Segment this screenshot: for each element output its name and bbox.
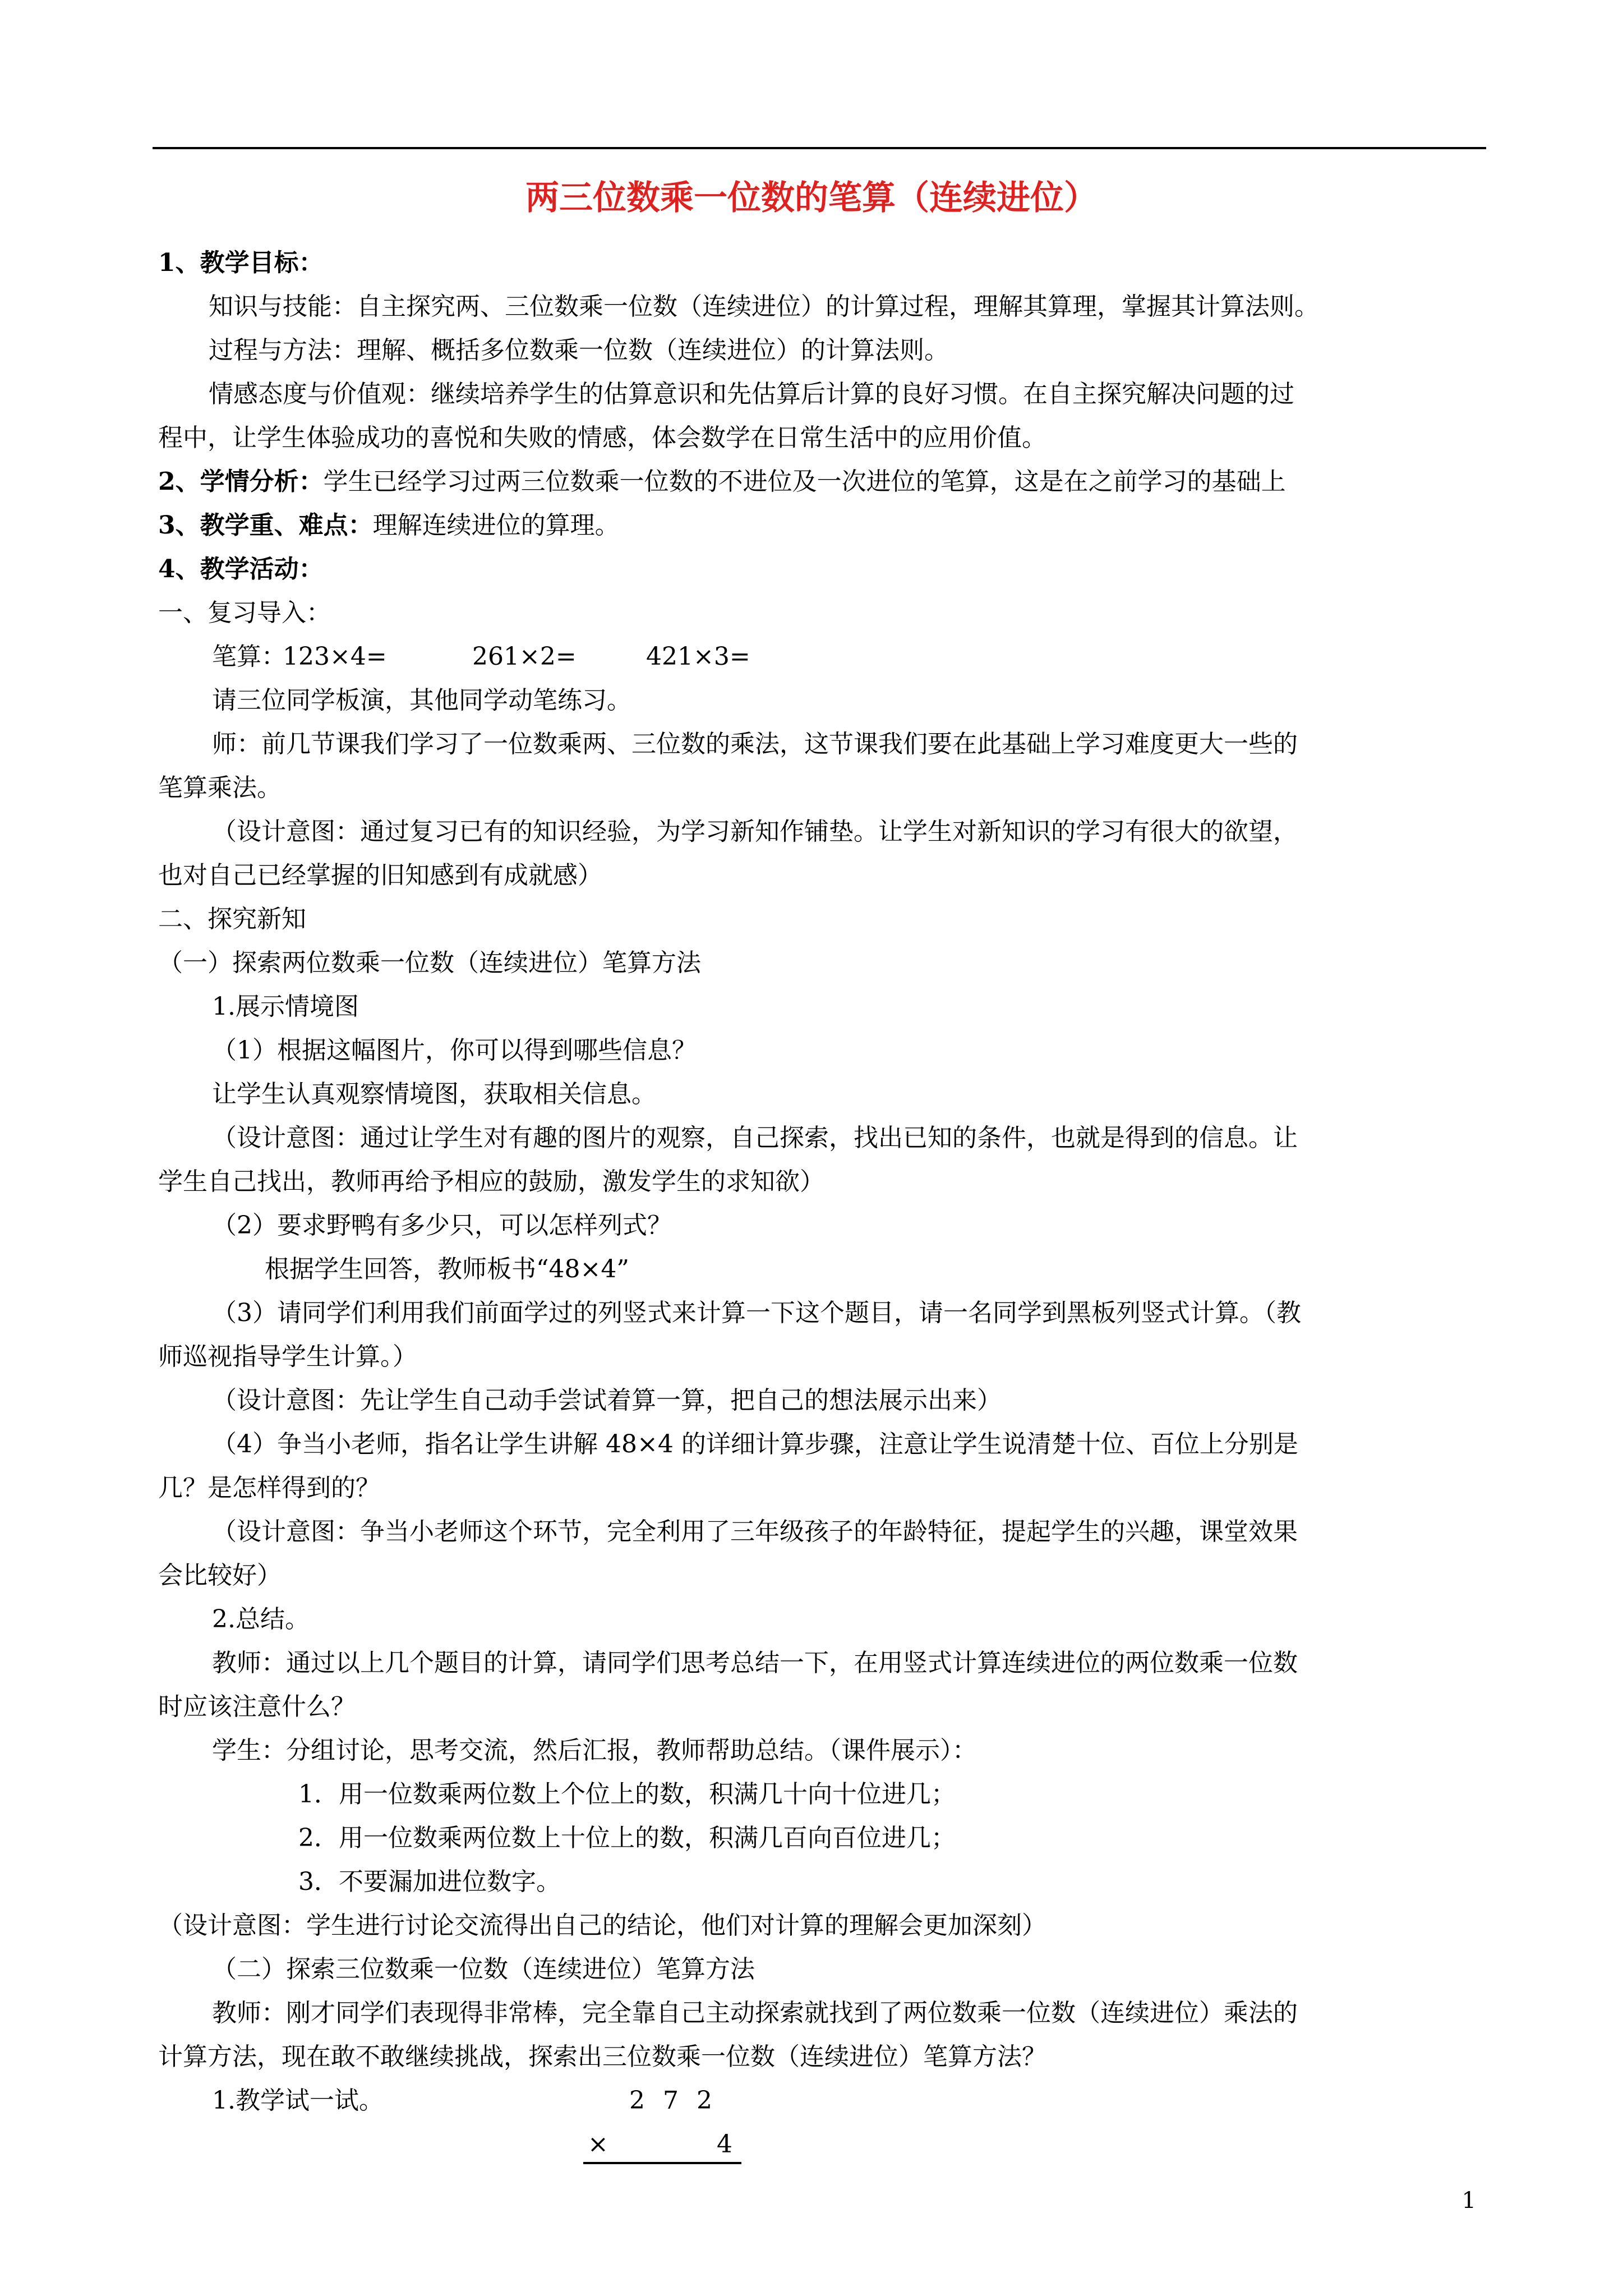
paragraph: 让学生认真观察情境图，获取相关信息。 — [212, 1080, 656, 1108]
paragraph: 师：前几节课我们学习了一位数乘两、三位数的乘法，这节课我们要在此基础上学习难度更大一些的 — [212, 730, 1298, 758]
paragraph — [158, 504, 1482, 547]
page-number: 1 — [1461, 2188, 1476, 2214]
paragraph: 2.总结。 — [212, 1605, 310, 1634]
paragraph: 学生自己找出，教师再给予相应的鼓励，激发学生的求知欲） — [158, 1167, 824, 1196]
section-text: 学生已经学习过两三位数乘一位数的不进位及一次进位的笔算，这是在之前学习的基础上 — [323, 467, 1286, 496]
paragraph: （设计意图：争当小老师这个环节，完全利用了三年级孩子的年龄特征，提起学生的兴趣，课堂效果 — [212, 1517, 1298, 1546]
paragraph: 计算方法，现在敢不敢继续挑战，探索出三位数乘一位数（连续进位）笔算方法？ — [158, 2042, 1046, 2071]
paragraph: （3）请同学们利用我们前面学过的列竖式来计算一下这个题目，请一名同学到黑板列竖式计算。（教 — [212, 1299, 1301, 1327]
paragraph: 学生：分组讨论，思考交流，然后汇报，教师帮助总结。（课件展示）： — [212, 1736, 977, 1765]
paragraph: 也对自己已经掌握的旧知感到有成就感） — [158, 861, 602, 890]
paragraph: （2）要求野鸭有多少只，可以怎样列式？ — [212, 1211, 672, 1240]
paragraph: 情感态度与价值观：继续培养学生的估算意识和先估算后计算的良好习惯。在自主探究解决问题的过 — [209, 380, 1294, 408]
paragraph: 教师：刚才同学们表现得非常棒，完全靠自己主动探索就找到了两位数乘一位数（连续进位）乘法的 — [212, 1999, 1298, 2027]
list-item: 2．用一位数乘两位数上十位上的数，积满几百向百位进几； — [298, 1824, 956, 1852]
calc-label: 笔算： — [212, 642, 286, 671]
digit: 4 — [717, 2130, 732, 2159]
vertical-calc-top-row — [158, 2079, 1482, 2123]
paragraph: （设计意图：学生进行讨论交流得出自己的结论，他们对计算的理解会更加深刻） — [158, 1911, 1046, 1940]
paragraph: （设计意图：通过复习已有的知识经验，为学习新知作铺垫。让学生对新知识的学习有很大的欲望， — [212, 817, 1298, 846]
multiply-sign: × — [588, 2130, 608, 2159]
digit: 7 — [663, 2086, 679, 2115]
calc-item: 123×4= — [283, 642, 387, 671]
paragraph: 根据学生回答，教师板书“48×4” — [265, 1255, 629, 1283]
paragraph: 1.教学试一试。 — [212, 2086, 384, 2115]
paragraph: 师巡视指导学生计算。） — [158, 1342, 417, 1371]
part-heading: 一、复习导入： — [158, 599, 331, 627]
calc-item: 421×3= — [646, 642, 750, 671]
digit: 2 — [697, 2086, 712, 2115]
paragraph: （设计意图：通过让学生对有趣的图片的观察，自己探索，找出已知的条件，也就是得到的信息。让 — [212, 1124, 1298, 1152]
paragraph: （4）争当小老师，指名让学生讲解 48×4 的详细计算步骤，注意让学生说清楚十位、百位上分别是 — [212, 1430, 1298, 1458]
section-heading: 4、教学活动： — [158, 555, 324, 583]
header-rule — [153, 147, 1486, 149]
list-item: 3．不要漏加进位数字。 — [298, 1867, 561, 1896]
paragraph: 程中，让学生体验成功的喜悦和失败的情感，体会数学在日常生活中的应用价值。 — [158, 424, 1046, 452]
paragraph: （设计意图：先让学生自己动手尝试着算一算，把自己的想法展示出来） — [212, 1386, 1002, 1415]
paragraph: 过程与方法：理解、概括多位数乘一位数（连续进位）的计算法则。 — [209, 336, 949, 365]
paragraph — [158, 460, 1482, 504]
vertical-calc-rule — [583, 2162, 741, 2164]
document-body — [158, 241, 1482, 2166]
paragraph: 请三位同学板演，其他同学动笔练习。 — [212, 686, 631, 715]
paragraph: 1.展示情境图 — [212, 992, 359, 1021]
section-heading: 2、学情分析： — [158, 467, 324, 496]
paragraph: 时应该注意什么？ — [158, 1692, 356, 1721]
part-heading: 二、探究新知 — [158, 905, 306, 933]
page-title: 两三位数乘一位数的笔算（连续进位） — [525, 178, 1098, 218]
section-heading: 1、教学目标： — [158, 249, 324, 277]
calc-item: 261×2= — [472, 642, 577, 671]
paragraph: 会比较好） — [158, 1561, 282, 1590]
paragraph: 知识与技能：自主探究两、三位数乘一位数（连续进位）的计算过程，理解其算理，掌握其计算法则。 — [209, 292, 1319, 321]
section-heading: 3、教学重、难点： — [158, 511, 373, 540]
paragraph: 教师：通过以上几个题目的计算，请同学们思考总结一下，在用竖式计算连续进位的两位数乘一位数 — [212, 1649, 1298, 1677]
section-text: 理解连续进位的算理。 — [372, 511, 620, 540]
paragraph: （1）根据这幅图片，你可以得到哪些信息？ — [212, 1036, 697, 1065]
paragraph: 几？是怎样得到的？ — [158, 1474, 380, 1502]
list-item: 1．用一位数乘两位数上个位上的数，积满几十向十位进几； — [298, 1780, 956, 1809]
paragraph: 笔算乘法。 — [158, 774, 282, 802]
digit: 2 — [629, 2086, 645, 2115]
subsection-heading: （一）探索两位数乘一位数（连续进位）笔算方法 — [158, 949, 701, 977]
subsection-heading: （二）探索三位数乘一位数（连续进位）笔算方法 — [212, 1955, 755, 1984]
calc-row — [158, 635, 1482, 679]
vertical-calc-bottom-row — [158, 2123, 1482, 2166]
